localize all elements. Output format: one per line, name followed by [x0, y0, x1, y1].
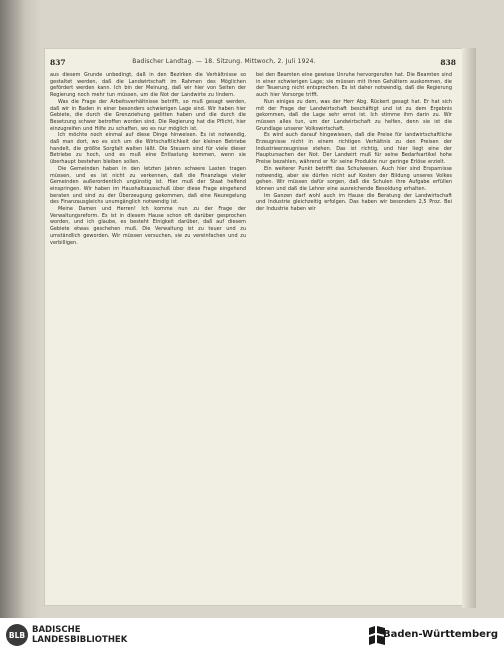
paragraph: Die Gemeinden haben in den letzten Jahren schwere Lasten tragen müssen, und es ist nicht zu verkennen, daß die Finanzlage vieler Gemeinden außerordentlich ungünstig ist. Hier muß der Staat helfend einspringen. Wir haben im Haushaltsausschuß über diese Frage eingehend beraten und sind zu der Überzeugung gekommen, daß eine Neuregelung des Finanzausgleichs unumgänglich notwendig ist. — [50, 165, 246, 206]
paragraph: Ein weiterer Punkt betrifft das Schulwesen. Auch hier sind Ersparnisse notwendig, aber sie dürfen nicht auf Kosten der Bildung unseres Volkes gehen. Wir müssen dafür sorgen, daß die Schulen ihre Aufgabe erfüllen können und daß die Lehrer eine ausreichende Besoldung erhalten. — [256, 165, 452, 192]
blb-logo-icon[interactable]: BLB — [6, 624, 28, 646]
footer-bar — [0, 618, 504, 651]
paragraph: aus diesem Grunde unbedingt, daß in den Bezirken die Verhältnisse so gestaltet werden, daß die Landwirtschaft im Rahmen des Möglichen gefördert werden kann. Ich bin der Meinung, daß wir hier von Seiten der Regierung noch mehr tun müssen, um die Not der Landwirte zu lindern. — [50, 72, 246, 99]
text-column-left — [50, 72, 246, 246]
newspaper-page — [44, 48, 464, 606]
paragraph: bei den Beamten eine gewisse Unruhe hervorgerufen hat. Die Beamten sind in einer schwierigen Lage; sie müssen mit ihren Gehältern auskommen, die der Teuerung nicht entsprechen. Es ist daher notwendig, daß die Regierung auch hier Vorsorge trifft. — [256, 72, 452, 99]
library-name-line1: BADISCHE — [32, 625, 81, 635]
running-head: Badischer Landtag. — 18. Sitzung. Mittwoch, 2. Juli 1924. — [132, 58, 316, 65]
page-number-left: 837 — [50, 58, 66, 67]
paragraph: Nun einiges zu dem, was der Herr Abg. Rückert gesagt hat. Er hat sich mit der Frage der Landwirtschaft beschäftigt und ist zu dem Ergebnis gekommen, daß die Lage sehr ernst ist. Ich stimme ihm darin zu. Wir müssen alles tun, um der Landwirtschaft zu helfen, denn sie ist die Grundlage unserer Volkswirtschaft. — [256, 98, 452, 132]
library-name-line2: LANDESBIBLIOTHEK — [32, 635, 128, 645]
library-name[interactable] — [32, 625, 127, 645]
paragraph: Ich möchte noch einmal auf diese Dinge hinweisen. Es ist notwendig, daß man dort, wo es sich um die Wirtschaftlichkeit der kleinen Betriebe handelt, die größte Sorgfalt walten läßt. Die Steuern sind für viele dieser Betriebe zu hoch, und es muß eine Entlastung kommen, wenn sie überhaupt bestehen bleiben sollen. — [50, 132, 246, 166]
paragraph: Im Ganzen darf wohl auch im Hause die Beratung der Landwirtschaft und Industrie gleichzeitig erfolgen. Das haben wir besonders 2,5 Proz. Bei der Industrie haben wir — [256, 192, 452, 213]
paragraph: Was die Frage der Arbeitsverhältnisse betrifft, so muß gesagt werden, daß wir in Baden in einer besonders schwierigen Lage sind. Wir haben hier Gebiete, die durch die Grenzziehung gelitten haben und die durch die Besetzung schwer betroffen worden sind. Die Regierung hat die Pflicht, hier einzugreifen und Hilfe zu schaffen, wo es nur möglich ist. — [50, 98, 246, 132]
page-number-right: 838 — [440, 58, 456, 67]
page-edge — [462, 48, 476, 608]
paragraph: Meine Damen und Herren! Ich komme nun zu der Frage der Verwaltungsreform. Es ist in diesem Hause schon oft darüber gesprochen worden, und ich glaube, es besteht Einigkeit darüber, daß auf diesem Gebiete etwas geschehen muß. Die Verwaltung ist zu teuer und zu umständlich geworden. Wir müssen versuchen, sie zu vereinfachen und zu verbilligen. — [50, 206, 246, 246]
text-column-right — [256, 72, 452, 213]
paragraph: Es wird auch darauf hingewiesen, daß die Preise für landwirtschaftliche Erzeugnisse nicht in einem richtigen Verhältnis zu den Preisen der Industrieerzeugnisse stehen. Das ist richtig, und hier liegt eine der Hauptursachen der Not. Der Landwirt muß für seine Bedarfsartikel hohe Preise bezahlen, während er für seine Produkte nur geringe Erlöse erzielt. — [256, 132, 452, 166]
state-name[interactable]: Baden-Württemberg — [382, 629, 498, 640]
